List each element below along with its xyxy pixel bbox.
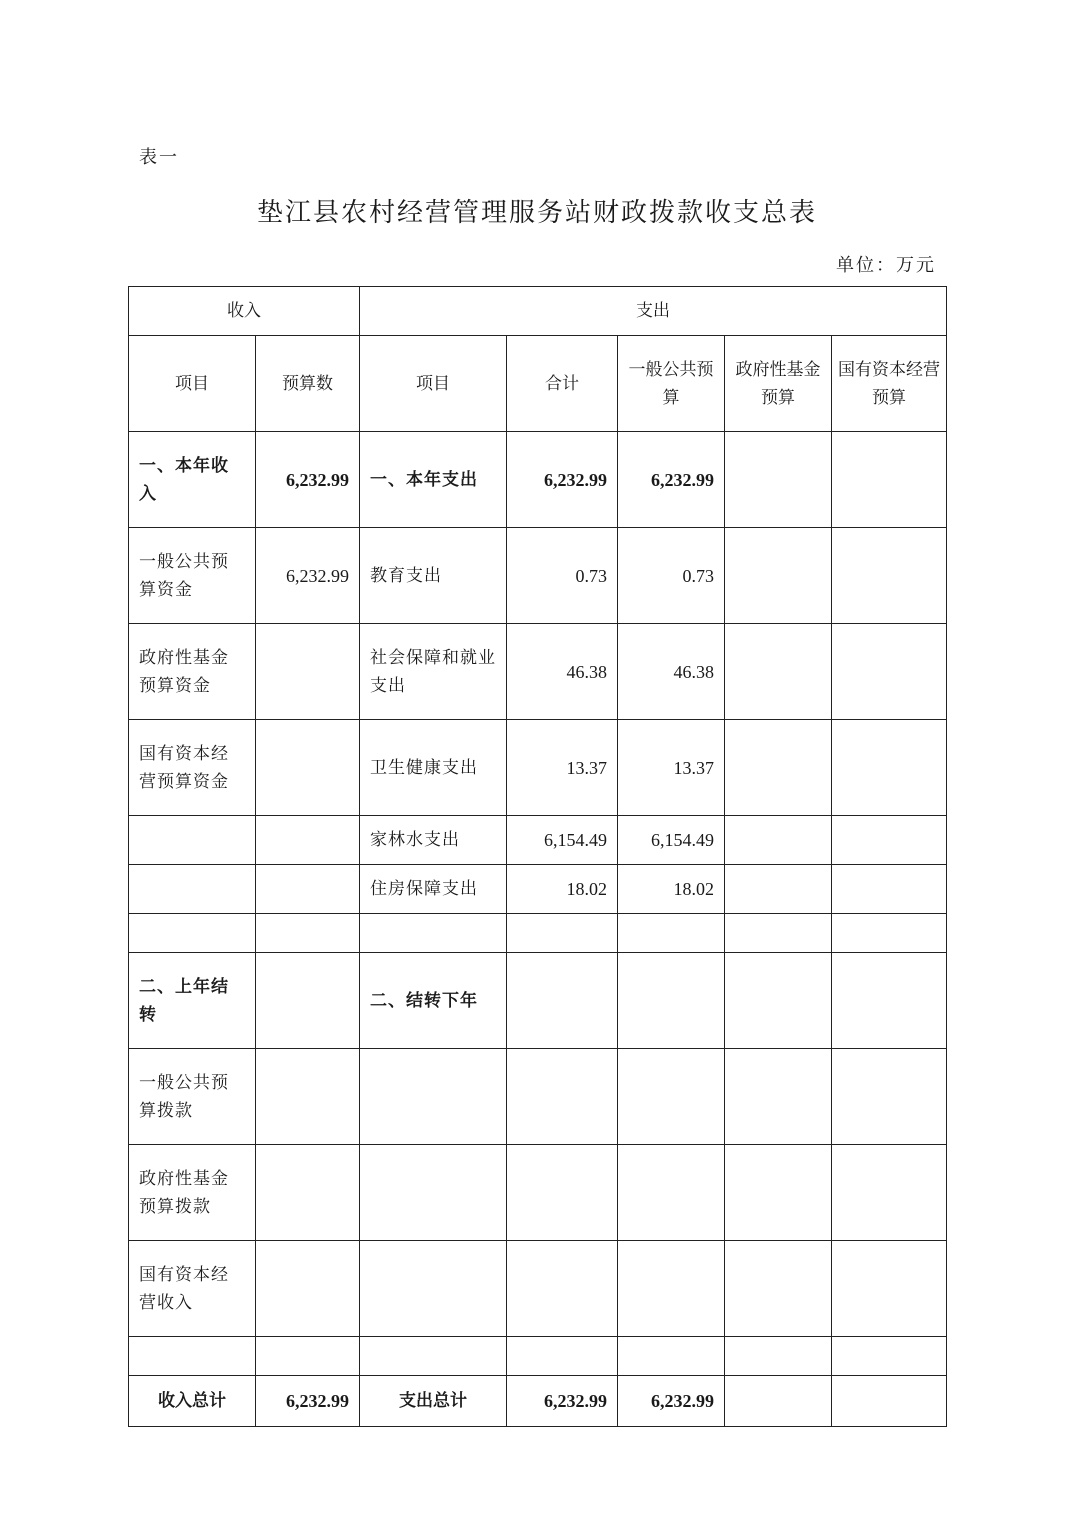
general-budget-cell <box>618 914 725 953</box>
income-budget-cell <box>256 1337 360 1376</box>
expense-item-cell: 住房保障支出 <box>360 865 507 914</box>
table-row <box>129 1376 947 1427</box>
income-budget-cell <box>256 624 360 720</box>
unit-note: 单位：万元 <box>836 255 936 276</box>
income-item-cell: 二、上年结转 <box>129 953 256 1049</box>
expense-group-header: 支出 <box>360 287 947 336</box>
page-title: 垫江县农村经营管理服务站财政拨款收支总表 <box>256 198 817 228</box>
total-cell <box>507 953 618 1049</box>
col-header-state-capital-budget: 国有资本经营预算 <box>832 336 947 432</box>
col-header-gov-fund-budget: 政府性基金预算 <box>725 336 832 432</box>
expense-item-cell <box>360 914 507 953</box>
income-item-cell: 收入总计 <box>129 1376 256 1427</box>
expense-item-cell <box>360 1049 507 1145</box>
gov-fund-budget-cell <box>725 528 832 624</box>
general-budget-cell: 6,154.49 <box>618 816 725 865</box>
gov-fund-budget-cell <box>725 865 832 914</box>
table-row <box>129 1337 947 1376</box>
expense-item-cell: 一、本年支出 <box>360 432 507 528</box>
income-budget-cell: 6,232.99 <box>256 1376 360 1427</box>
table-label: 表一 <box>139 147 179 168</box>
total-cell <box>507 1337 618 1376</box>
col-header-general-budget: 一般公共预算 <box>618 336 725 432</box>
col-header-income-budget: 预算数 <box>256 336 360 432</box>
gov-fund-budget-cell <box>725 816 832 865</box>
income-item-cell <box>129 914 256 953</box>
income-group-header: 收入 <box>129 287 360 336</box>
state-capital-budget-cell <box>832 816 947 865</box>
income-item-cell: 一般公共预算资金 <box>129 528 256 624</box>
state-capital-budget-cell <box>832 1145 947 1241</box>
income-item-cell: 国有资本经营预算资金 <box>129 720 256 816</box>
total-cell: 6,232.99 <box>507 432 618 528</box>
general-budget-cell: 6,232.99 <box>618 432 725 528</box>
income-budget-cell: 6,232.99 <box>256 528 360 624</box>
total-cell: 46.38 <box>507 624 618 720</box>
gov-fund-budget-cell <box>725 1376 832 1427</box>
state-capital-budget-cell <box>832 914 947 953</box>
total-cell <box>507 1049 618 1145</box>
general-budget-cell: 13.37 <box>618 720 725 816</box>
table-row <box>129 953 947 1049</box>
income-budget-cell <box>256 1145 360 1241</box>
state-capital-budget-cell <box>832 1376 947 1427</box>
column-header-row <box>129 336 947 432</box>
table-row <box>129 816 947 865</box>
finance-table <box>128 286 947 1427</box>
table-row <box>129 865 947 914</box>
expense-item-cell <box>360 1145 507 1241</box>
table-row <box>129 1049 947 1145</box>
table-row <box>129 624 947 720</box>
table-row <box>129 1145 947 1241</box>
total-cell <box>507 914 618 953</box>
gov-fund-budget-cell <box>725 914 832 953</box>
gov-fund-budget-cell <box>725 953 832 1049</box>
income-budget-cell <box>256 914 360 953</box>
general-budget-cell <box>618 1337 725 1376</box>
col-header-expense-item: 项目 <box>360 336 507 432</box>
state-capital-budget-cell <box>832 953 947 1049</box>
gov-fund-budget-cell <box>725 1145 832 1241</box>
state-capital-budget-cell <box>832 528 947 624</box>
total-cell <box>507 1145 618 1241</box>
total-cell: 13.37 <box>507 720 618 816</box>
expense-item-cell: 教育支出 <box>360 528 507 624</box>
general-budget-cell <box>618 1145 725 1241</box>
income-item-cell <box>129 865 256 914</box>
gov-fund-budget-cell <box>725 624 832 720</box>
state-capital-budget-cell <box>832 1337 947 1376</box>
expense-item-cell: 支出总计 <box>360 1376 507 1427</box>
income-budget-cell <box>256 953 360 1049</box>
state-capital-budget-cell <box>832 720 947 816</box>
table-row <box>129 432 947 528</box>
total-cell: 6,232.99 <box>507 1376 618 1427</box>
income-budget-cell <box>256 816 360 865</box>
income-item-cell <box>129 1337 256 1376</box>
state-capital-budget-cell <box>832 624 947 720</box>
general-budget-cell: 18.02 <box>618 865 725 914</box>
income-budget-cell <box>256 1241 360 1337</box>
income-item-cell: 国有资本经营收入 <box>129 1241 256 1337</box>
state-capital-budget-cell <box>832 1241 947 1337</box>
state-capital-budget-cell <box>832 1049 947 1145</box>
table-row <box>129 528 947 624</box>
income-item-cell: 一、本年收入 <box>129 432 256 528</box>
total-cell <box>507 1241 618 1337</box>
general-budget-cell <box>618 1241 725 1337</box>
income-budget-cell <box>256 865 360 914</box>
income-item-cell: 政府性基金预算拨款 <box>129 1145 256 1241</box>
income-item-cell: 一般公共预算拨款 <box>129 1049 256 1145</box>
income-budget-cell <box>256 1049 360 1145</box>
income-budget-cell: 6,232.99 <box>256 432 360 528</box>
gov-fund-budget-cell <box>725 432 832 528</box>
income-budget-cell <box>256 720 360 816</box>
general-budget-cell <box>618 953 725 1049</box>
state-capital-budget-cell <box>832 865 947 914</box>
expense-item-cell: 卫生健康支出 <box>360 720 507 816</box>
expense-item-cell: 家林水支出 <box>360 816 507 865</box>
expense-item-cell: 社会保障和就业支出 <box>360 624 507 720</box>
table-row <box>129 720 947 816</box>
expense-item-cell <box>360 1241 507 1337</box>
general-budget-cell <box>618 1049 725 1145</box>
income-item-cell: 政府性基金预算资金 <box>129 624 256 720</box>
expense-item-cell: 二、结转下年 <box>360 953 507 1049</box>
col-header-income-item: 项目 <box>129 336 256 432</box>
general-budget-cell: 46.38 <box>618 624 725 720</box>
total-cell: 6,154.49 <box>507 816 618 865</box>
group-header-row <box>129 287 947 336</box>
total-cell: 18.02 <box>507 865 618 914</box>
gov-fund-budget-cell <box>725 720 832 816</box>
col-header-total: 合计 <box>507 336 618 432</box>
total-cell: 0.73 <box>507 528 618 624</box>
table-row <box>129 1241 947 1337</box>
general-budget-cell: 6,232.99 <box>618 1376 725 1427</box>
income-item-cell <box>129 816 256 865</box>
general-budget-cell: 0.73 <box>618 528 725 624</box>
table-row <box>129 914 947 953</box>
state-capital-budget-cell <box>832 432 947 528</box>
gov-fund-budget-cell <box>725 1337 832 1376</box>
gov-fund-budget-cell <box>725 1049 832 1145</box>
expense-item-cell <box>360 1337 507 1376</box>
gov-fund-budget-cell <box>725 1241 832 1337</box>
